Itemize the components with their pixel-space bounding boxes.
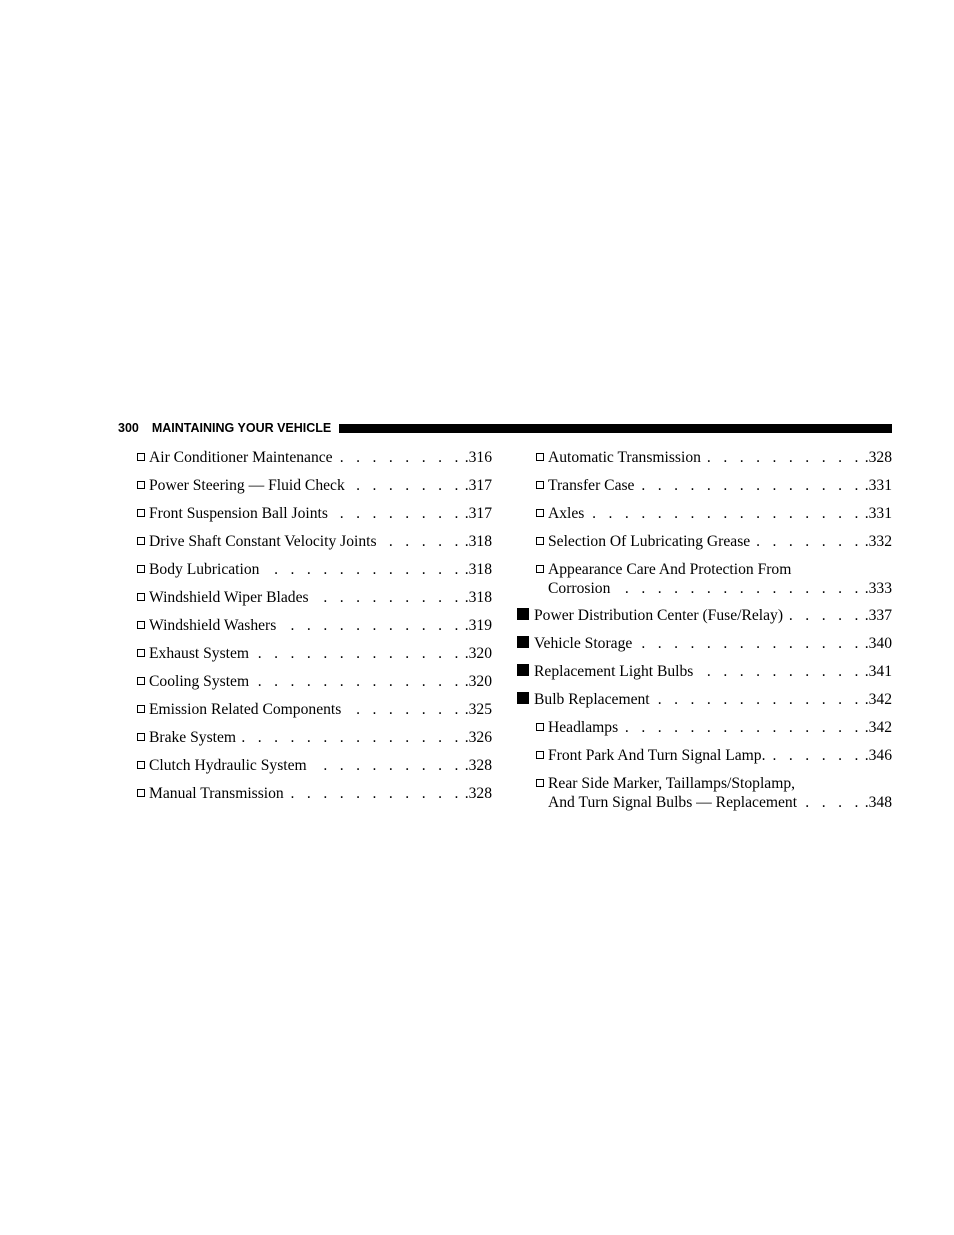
hollow-square-bullet-icon [137, 677, 145, 685]
toc-entry-appearance-care[interactable] [517, 560, 892, 606]
toc-right-column [517, 448, 892, 814]
toc-entry-windshield-wiper-blades[interactable] [137, 588, 492, 616]
entry-page: .337 [864, 607, 892, 624]
entry-label: Transfer Case [548, 477, 635, 494]
leader-dots [313, 756, 463, 775]
toc-entry-axles[interactable] [517, 504, 892, 532]
toc-entry-power-distribution-center[interactable] [517, 606, 892, 634]
entry-page: .325 [464, 701, 492, 718]
entry-page: .316 [464, 449, 492, 466]
entry-page: .328 [864, 449, 892, 466]
leader-dots [265, 560, 462, 579]
hollow-square-bullet-icon [536, 779, 544, 787]
header-rule [339, 424, 892, 433]
leader-dots [624, 718, 863, 737]
leader-dots [334, 504, 463, 523]
entry-label: Vehicle Storage [534, 635, 633, 652]
entry-label: Air Conditioner Maintenance [149, 449, 333, 466]
entry-page: .342 [864, 691, 892, 708]
entry-page: .318 [464, 589, 492, 606]
entry-page: .333 [864, 580, 892, 597]
hollow-square-bullet-icon [536, 509, 544, 517]
hollow-square-bullet-icon [137, 733, 145, 741]
entry-page: .317 [464, 505, 492, 522]
entry-label: Emission Related Components [149, 701, 342, 718]
entry-page: .331 [864, 505, 892, 522]
hollow-square-bullet-icon [536, 565, 544, 573]
toc-entry-front-suspension-ball-joints[interactable] [137, 504, 492, 532]
entry-page: .326 [464, 729, 492, 746]
entry-label: Front Park And Turn Signal Lamp. [548, 747, 766, 764]
leader-dots [803, 793, 863, 812]
toc-entry-body-lubrication[interactable] [137, 560, 492, 588]
leader-dots [638, 634, 862, 653]
leader-dots [290, 784, 463, 803]
entry-page: .319 [464, 617, 492, 634]
leader-dots [640, 476, 862, 495]
hollow-square-bullet-icon [536, 453, 544, 461]
entry-page: .342 [864, 719, 892, 736]
hollow-square-bullet-icon [536, 723, 544, 731]
toc-entry-bulb-replacement[interactable] [517, 690, 892, 718]
entry-page: .348 [864, 794, 892, 811]
toc-entry-manual-transmission[interactable] [137, 784, 492, 812]
leader-dots [255, 644, 463, 663]
filled-square-bullet-icon [517, 636, 529, 648]
entry-page: .320 [464, 645, 492, 662]
toc-entry-front-park-turn-signal[interactable] [517, 746, 892, 774]
leader-dots [699, 662, 862, 681]
toc-entry-clutch-hydraulic-system[interactable] [137, 756, 492, 784]
hollow-square-bullet-icon [137, 509, 145, 517]
toc-entry-replacement-light-bulbs[interactable] [517, 662, 892, 690]
section-title: MAINTAINING YOUR VEHICLE [151, 421, 332, 435]
entry-label: Windshield Washers [149, 617, 277, 634]
toc-entry-cooling-system[interactable] [137, 672, 492, 700]
filled-square-bullet-icon [517, 664, 529, 676]
hollow-square-bullet-icon [137, 593, 145, 601]
hollow-square-bullet-icon [536, 481, 544, 489]
entry-label: Power Distribution Center (Fuse/Relay) [534, 607, 784, 624]
entry-page: .320 [464, 673, 492, 690]
entry-label: Exhaust System [149, 645, 250, 662]
entry-page: .346 [864, 747, 892, 764]
entry-page: .331 [864, 477, 892, 494]
filled-square-bullet-icon [517, 692, 529, 704]
entry-page: .332 [864, 533, 892, 550]
leader-dots [656, 690, 863, 709]
leader-dots [771, 746, 862, 765]
hollow-square-bullet-icon [137, 621, 145, 629]
leader-dots [242, 728, 463, 747]
entry-label: Manual Transmission [149, 785, 284, 802]
entry-label: Windshield Wiper Blades [149, 589, 309, 606]
toc-entry-exhaust-system[interactable] [137, 644, 492, 672]
leader-dots [351, 476, 463, 495]
hollow-square-bullet-icon [137, 761, 145, 769]
page-header [118, 419, 892, 437]
entry-label: Axles [548, 505, 585, 522]
toc-entry-rear-side-marker[interactable] [517, 774, 892, 814]
hollow-square-bullet-icon [137, 789, 145, 797]
leader-dots [590, 504, 862, 523]
toc-entry-automatic-transmission[interactable] [517, 448, 892, 476]
entry-page: .318 [464, 533, 492, 550]
page-number: 300 [118, 421, 139, 435]
toc-entry-power-steering[interactable] [137, 476, 492, 504]
leader-dots [616, 579, 862, 598]
entry-label-line1: Rear Side Marker, Taillamps/Stoplamp, [548, 775, 796, 792]
toc-entry-lubricating-grease[interactable] [517, 532, 892, 560]
hollow-square-bullet-icon [137, 453, 145, 461]
entry-label: Bulb Replacement [534, 691, 650, 708]
hollow-square-bullet-icon [137, 565, 145, 573]
entry-label: And Turn Signal Bulbs — Replacement [548, 794, 798, 811]
toc-entry-emission-related-components[interactable] [137, 700, 492, 728]
entry-label: Body Lubrication [149, 561, 260, 578]
hollow-square-bullet-icon [137, 705, 145, 713]
toc-entry-air-conditioner-maintenance[interactable] [137, 448, 492, 476]
leader-dots [756, 532, 862, 551]
entry-label: Power Steering — Fluid Check [149, 477, 345, 494]
hollow-square-bullet-icon [137, 649, 145, 657]
leader-dots [282, 616, 462, 635]
leader-dots [383, 532, 463, 551]
entry-page: .341 [864, 663, 892, 680]
toc-entry-vehicle-storage[interactable] [517, 634, 892, 662]
hollow-square-bullet-icon [536, 751, 544, 759]
entry-label: Front Suspension Ball Joints [149, 505, 328, 522]
entry-label: Cooling System [149, 673, 250, 690]
entry-label: Automatic Transmission [548, 449, 701, 466]
leader-dots [707, 448, 863, 467]
hollow-square-bullet-icon [137, 537, 145, 545]
entry-page: .340 [864, 635, 892, 652]
toc-entry-brake-system[interactable] [137, 728, 492, 756]
entry-label: Selection Of Lubricating Grease [548, 533, 751, 550]
entry-label: Replacement Light Bulbs [534, 663, 694, 680]
entry-label: Headlamps [548, 719, 619, 736]
entry-page: .317 [464, 477, 492, 494]
toc-entry-headlamps[interactable] [517, 718, 892, 746]
entry-label: Corrosion [548, 580, 611, 597]
leader-dots [789, 606, 863, 625]
entry-label-line1: Appearance Care And Protection From [548, 561, 792, 578]
leader-dots [255, 672, 463, 691]
entry-label: Drive Shaft Constant Velocity Joints [149, 533, 377, 550]
toc-entry-transfer-case[interactable] [517, 476, 892, 504]
toc-entry-drive-shaft-cv-joints[interactable] [137, 532, 492, 560]
entry-page: .328 [464, 757, 492, 774]
hollow-square-bullet-icon [137, 481, 145, 489]
leader-dots [315, 588, 463, 607]
leader-dots [339, 448, 463, 467]
entry-page: .328 [464, 785, 492, 802]
toc-entry-windshield-washers[interactable] [137, 616, 492, 644]
entry-label: Clutch Hydraulic System [149, 757, 307, 774]
leader-dots [347, 700, 462, 719]
entry-label: Brake System [149, 729, 237, 746]
toc-left-column [137, 448, 492, 812]
hollow-square-bullet-icon [536, 537, 544, 545]
filled-square-bullet-icon [517, 608, 529, 620]
entry-page: .318 [464, 561, 492, 578]
